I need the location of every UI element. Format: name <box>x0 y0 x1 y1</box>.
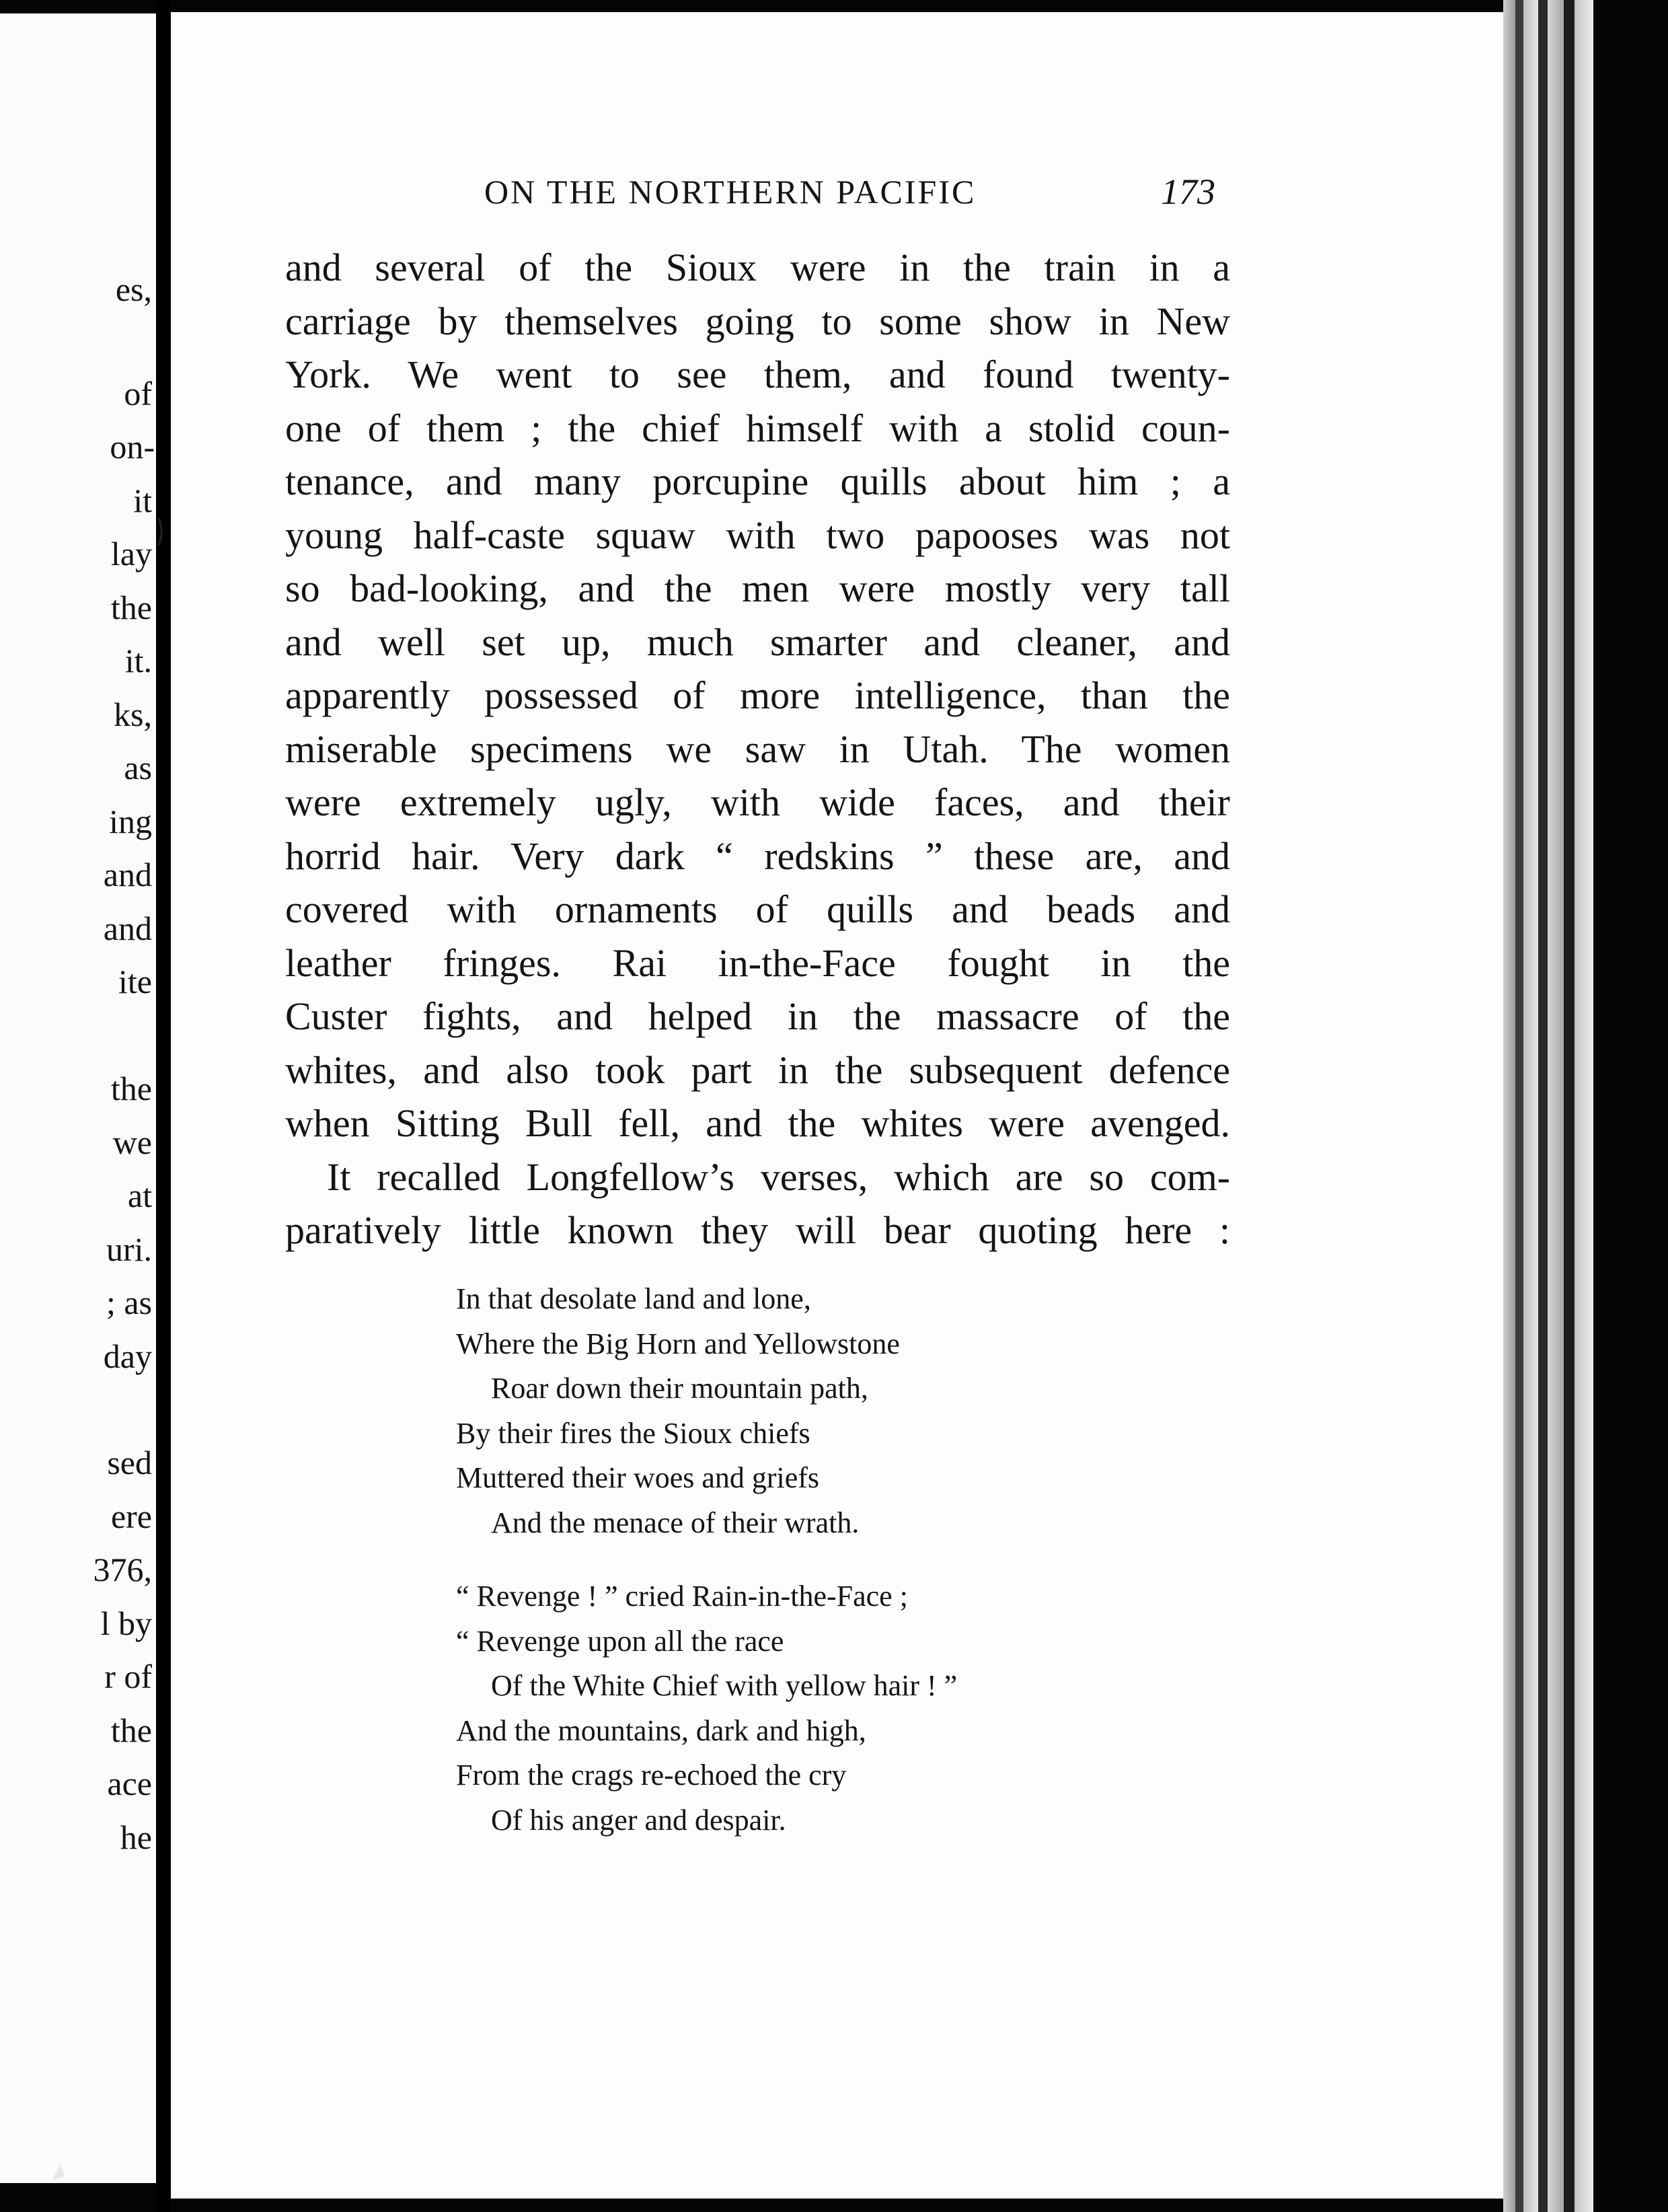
poem-line: Where the Big Horn and Yellowstone <box>456 1327 900 1360</box>
facing-text: it. <box>124 642 152 679</box>
poem-line: From the crags re-echoed the cry <box>456 1759 847 1792</box>
facing-text: the <box>110 1070 152 1107</box>
facing-text: he <box>120 1818 152 1856</box>
running-head: ON THE NORTHERN PACIFIC <box>484 173 977 211</box>
text-line: when Sitting Bull fell, and the whites were avenged. <box>285 1101 1230 1145</box>
text-line: and several of the Sioux were in the train in a <box>285 246 1230 289</box>
text-line: Custer fights, and helped in the massacre of the <box>285 994 1230 1038</box>
text-line: paratively little known they will bear quoting here : <box>285 1208 1230 1252</box>
facing-text: it <box>133 482 152 519</box>
text-line: York. We went to see them, and found twenty- <box>285 353 1230 396</box>
text-line: miserable specimens we saw in Utah. The women <box>285 727 1230 771</box>
facing-text: ing <box>109 803 152 840</box>
poem-line: “ Revenge ! ” cried Rain-in-the-Face ; <box>456 1580 908 1613</box>
text-line: young half-caste squaw with two papooses was not <box>285 513 1230 557</box>
scan-mark <box>52 2164 65 2180</box>
text-line: tenance, and many porcupine quills about him ; a <box>285 459 1230 503</box>
text-line: leather fringes. Rai in-the-Face fought in the <box>285 941 1230 985</box>
poem-line: By their fires the Sioux chiefs <box>456 1416 810 1450</box>
facing-text: day <box>103 1337 152 1375</box>
poem-line: “ Revenge upon all the race <box>456 1624 784 1658</box>
facing-text: ite <box>118 963 152 1000</box>
text-line: so bad-looking, and the men were mostly very tall <box>285 566 1230 610</box>
facing-text: the <box>110 1711 152 1749</box>
poem-line: Muttered their woes and griefs <box>456 1461 820 1494</box>
facing-text: at <box>127 1177 152 1214</box>
facing-text: lay <box>110 535 152 573</box>
text-line: covered with ornaments of quills and beads and <box>285 887 1230 931</box>
facing-text: and <box>103 856 152 893</box>
facing-text: on- <box>110 428 155 466</box>
text-line: one of them ; the chief himself with a stolid coun- <box>285 406 1230 450</box>
facing-text: es, <box>115 270 152 308</box>
page-number: 173 <box>1161 172 1215 212</box>
poem-line: In that desolate land and lone, <box>456 1282 811 1315</box>
facing-text: ace <box>107 1765 152 1802</box>
facing-text: sed <box>107 1444 152 1481</box>
poem-line: Of the White Chief with yellow hair ! ” <box>491 1669 958 1702</box>
poem-line: And the mountains, dark and high, <box>456 1713 866 1747</box>
facing-text: we <box>112 1123 152 1161</box>
facing-text: as <box>124 749 152 786</box>
text-line: were extremely ugly, with wide faces, and their <box>285 780 1230 824</box>
facing-text: r of <box>104 1658 152 1695</box>
poem-line: Of his anger and despair. <box>491 1803 786 1837</box>
poem-line: Roar down their mountain path, <box>491 1372 868 1405</box>
text-line: horrid hair. Very dark “ redskins ” these are, and <box>285 834 1230 878</box>
facing-text: ere <box>110 1498 152 1535</box>
facing-text: 376, <box>93 1551 152 1588</box>
scan-mark <box>159 518 161 545</box>
facing-text: of <box>124 375 152 412</box>
facing-text: ; as <box>106 1284 152 1321</box>
text-line: and well set up, much smarter and cleaner, and <box>285 620 1230 664</box>
text-line: apparently possessed of more intelligence, than the <box>285 673 1230 717</box>
text-line: carriage by themselves going to some show in New <box>285 299 1230 343</box>
facing-text: uri. <box>106 1230 152 1268</box>
facing-text: l by <box>100 1605 152 1642</box>
text-line: whites, and also took part in the subsequent defence <box>285 1047 1230 1092</box>
facing-text: and <box>103 910 152 947</box>
facing-text: ks, <box>114 696 152 733</box>
poem-line: And the menace of their wrath. <box>491 1506 860 1539</box>
text-line: It recalled Longfellow’s verses, which are so com- <box>327 1154 1230 1199</box>
facing-text: the <box>110 589 152 626</box>
